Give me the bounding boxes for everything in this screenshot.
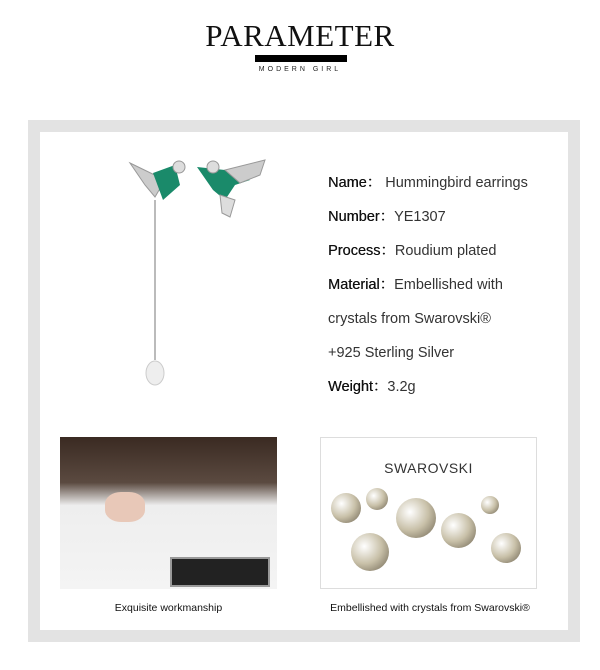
spec-material-line2: crystals from Swarovski® (328, 311, 491, 327)
earrings-image (125, 155, 295, 415)
swarovski-photo (320, 437, 537, 589)
workmanship-caption: Exquisite workmanship (114, 602, 223, 614)
swarovski-logo: SWAROVSKI (384, 460, 473, 476)
title-divider (255, 55, 347, 62)
workmanship-photo (60, 437, 277, 589)
swarovski-caption: Embellished with crystals from Swarovski® (330, 602, 530, 614)
page-title: PARAMETER (205, 18, 395, 53)
page-subtitle: MODERN GIRL (258, 66, 342, 73)
spec-name: Name： Hummingbird earrings (328, 175, 528, 191)
spec-process: Process：Roudium plated (328, 243, 497, 259)
spec-weight: Weight：3.2g (328, 379, 416, 395)
spec-material-line3: +925 Sterling Silver (328, 345, 455, 361)
spec-list (328, 172, 528, 410)
spec-material: Material：Embellished with (328, 277, 503, 293)
spec-number: Number：YE1307 (328, 209, 446, 225)
